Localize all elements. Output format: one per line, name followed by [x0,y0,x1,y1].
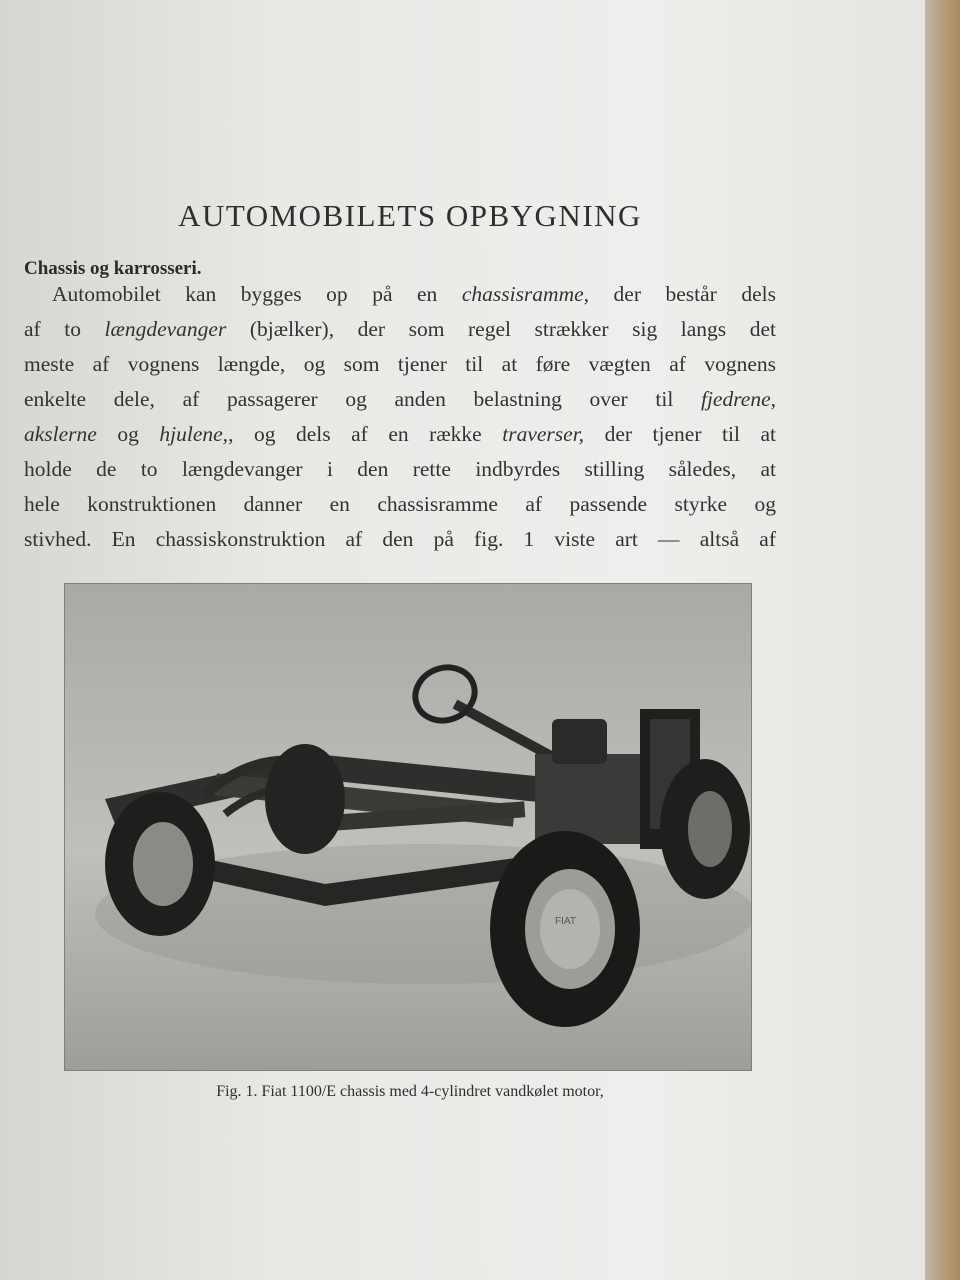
figure-caption: Fig. 1. Fiat 1100/E chassis med 4-cylindret vandkølet motor, [216,1083,604,1100]
paragraph-line: hele konstruktionen danner en chassisramme af passende styrke og [24,492,776,516]
paragraph-line: stivhed. En chassiskonstruktion af den på fig. 1 viste art — altså af [24,527,776,551]
book-cover-edge [925,0,960,1280]
paragraph-line: Automobilet kan bygges op på en chassisramme, der består dels [52,282,776,306]
chassis-illustration [65,584,751,1070]
paragraph-line: akslerne og hjulene,, og dels af en række traverser, der tjener til at [24,422,776,446]
paragraph-line: enkelte dele, af passagerer og anden belastning over til fjedrene, [24,387,776,411]
section-heading: Chassis og karrosseri. [24,258,202,279]
paragraph-line: holde de to længdevanger i den rette indbyrdes stilling således, at [24,457,776,481]
paragraph-line: meste af vognens længde, og som tjener til at føre vægten af vognens [24,352,776,376]
page-title: AUTOMOBILETS OPBYGNING [178,198,642,233]
paragraph-line: af to længdevanger (bjælker), der som regel strækker sig langs det [24,317,776,341]
hubcap-label: FIAT [555,916,576,927]
chassis-photo [64,583,752,1071]
